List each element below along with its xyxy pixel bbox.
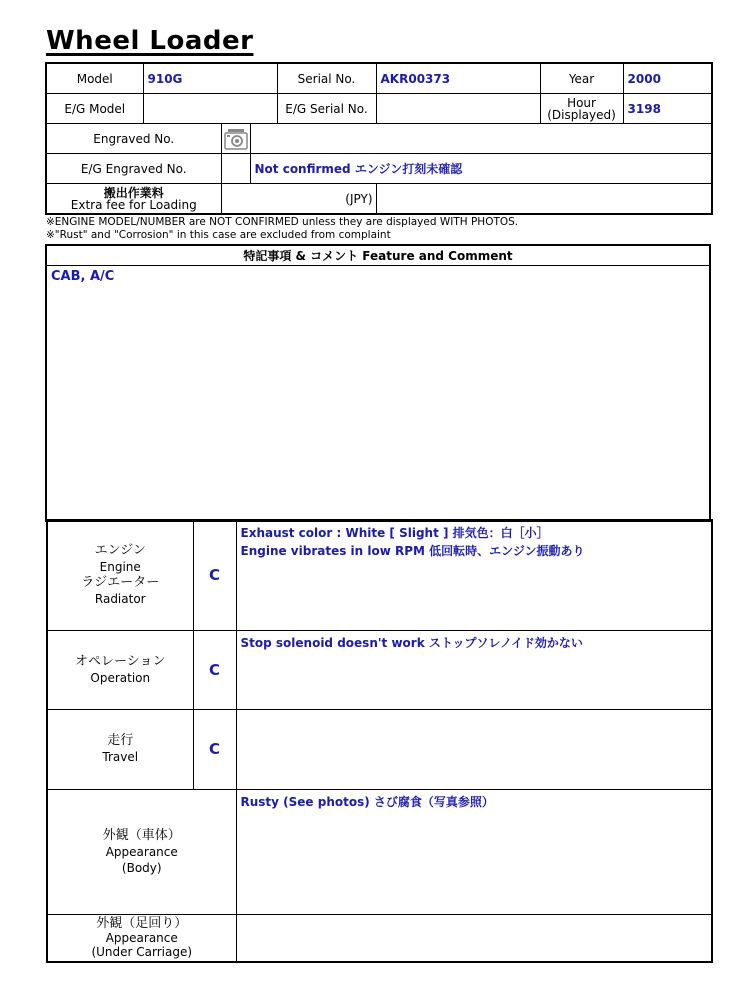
year-value: 2000 — [623, 63, 712, 94]
body-label-en2: (Body) — [121, 860, 162, 875]
extra-fee-label-jp: 搬出作業料 — [103, 185, 164, 200]
hour-value: 3198 — [623, 94, 712, 124]
travel-category — [47, 709, 193, 789]
operation-label-jp: オペレーション — [75, 653, 166, 669]
year-label: Year — [540, 63, 623, 94]
body-label-jp: 外観（車体） — [102, 827, 181, 843]
operation-label-en: Operation — [90, 670, 151, 685]
eg-serial-label: E/G Serial No. — [277, 94, 376, 124]
extra-fee-label-en: Extra fee for Loading — [70, 197, 197, 212]
engine-comment — [236, 520, 712, 630]
eg-model-label: E/G Model — [46, 94, 143, 124]
travel-label-en: Travel — [102, 750, 139, 764]
hour-label-line2: (Displayed) — [547, 107, 616, 122]
engraved-value — [250, 124, 712, 154]
under-label-en1: Appearance — [105, 930, 178, 945]
radiator-label-jp: ラジエーター — [81, 575, 160, 591]
extra-fee-label — [46, 184, 221, 215]
eg-engraved-value: Not confirmed エンジン打刻未確認 — [250, 154, 712, 184]
travel-comment — [236, 709, 712, 789]
operation-grade: C — [193, 630, 236, 709]
engraved-label: Engraved No. — [46, 124, 221, 154]
camera-icon[interactable] — [224, 128, 248, 150]
under-comment — [236, 914, 712, 962]
notes — [46, 216, 518, 242]
travel-label-jp: 走行 — [107, 733, 134, 748]
engine-label-jp: エンジン — [94, 543, 146, 559]
info-table — [45, 62, 713, 215]
eg-engraved-photo-cell — [221, 154, 250, 184]
under-label-jp: 外観（足回り） — [96, 915, 188, 931]
body-appearance-category — [47, 789, 236, 914]
serial-label: Serial No. — [277, 63, 376, 94]
undercarriage-category — [47, 914, 236, 962]
radiator-label-en: Radiator — [94, 592, 146, 607]
model-value: 910G — [143, 63, 277, 94]
body-label-en1: Appearance — [105, 844, 178, 859]
extra-fee-value — [376, 184, 712, 215]
under-label-en2: (Under Carriage) — [91, 944, 193, 959]
hour-label-line1: Hour — [567, 95, 596, 110]
condition-table — [46, 519, 713, 963]
eg-model-value — [143, 94, 277, 124]
engine-label-en: Engine — [99, 560, 141, 575]
engraved-photo-cell[interactable] — [221, 124, 250, 154]
eg-engraved-label: E/G Engraved No. — [46, 154, 221, 184]
hour-label — [540, 94, 623, 124]
feature-comment-table — [45, 244, 711, 522]
page-title: Wheel Loader — [46, 26, 254, 56]
travel-grade: C — [193, 709, 236, 789]
engine-comment-line1: Exhaust color : White [ Slight ] 排気色：白［小］ — [240, 526, 549, 540]
operation-category — [47, 630, 193, 709]
engine-grade: C — [193, 520, 236, 630]
model-label: Model — [46, 63, 143, 94]
feature-header: 特記事項 & コメント Feature and Comment — [46, 245, 710, 266]
note-rust-exclusion: ※"Rust" and "Corrosion" in this case are excluded from complaint — [46, 229, 391, 241]
currency-label: (JPY) — [221, 184, 376, 215]
engine-comment-line2: Engine vibrates in low RPM 低回転時、エンジン振動あり — [240, 544, 585, 558]
note-engine-confirm: ※ENGINE MODEL/NUMBER are NOT CONFIRMED unless they are displayed WITH PHOTOS. — [46, 216, 519, 228]
serial-value: AKR00373 — [376, 63, 540, 94]
engine-category — [47, 520, 193, 630]
body-comment: Rusty (See photos) さび腐食（写真参照） — [236, 789, 712, 914]
eg-serial-value — [376, 94, 540, 124]
operation-comment: Stop solenoid doesn't work ストップソレノイド効かない — [236, 630, 712, 709]
feature-body: CAB, A/C — [46, 266, 710, 522]
